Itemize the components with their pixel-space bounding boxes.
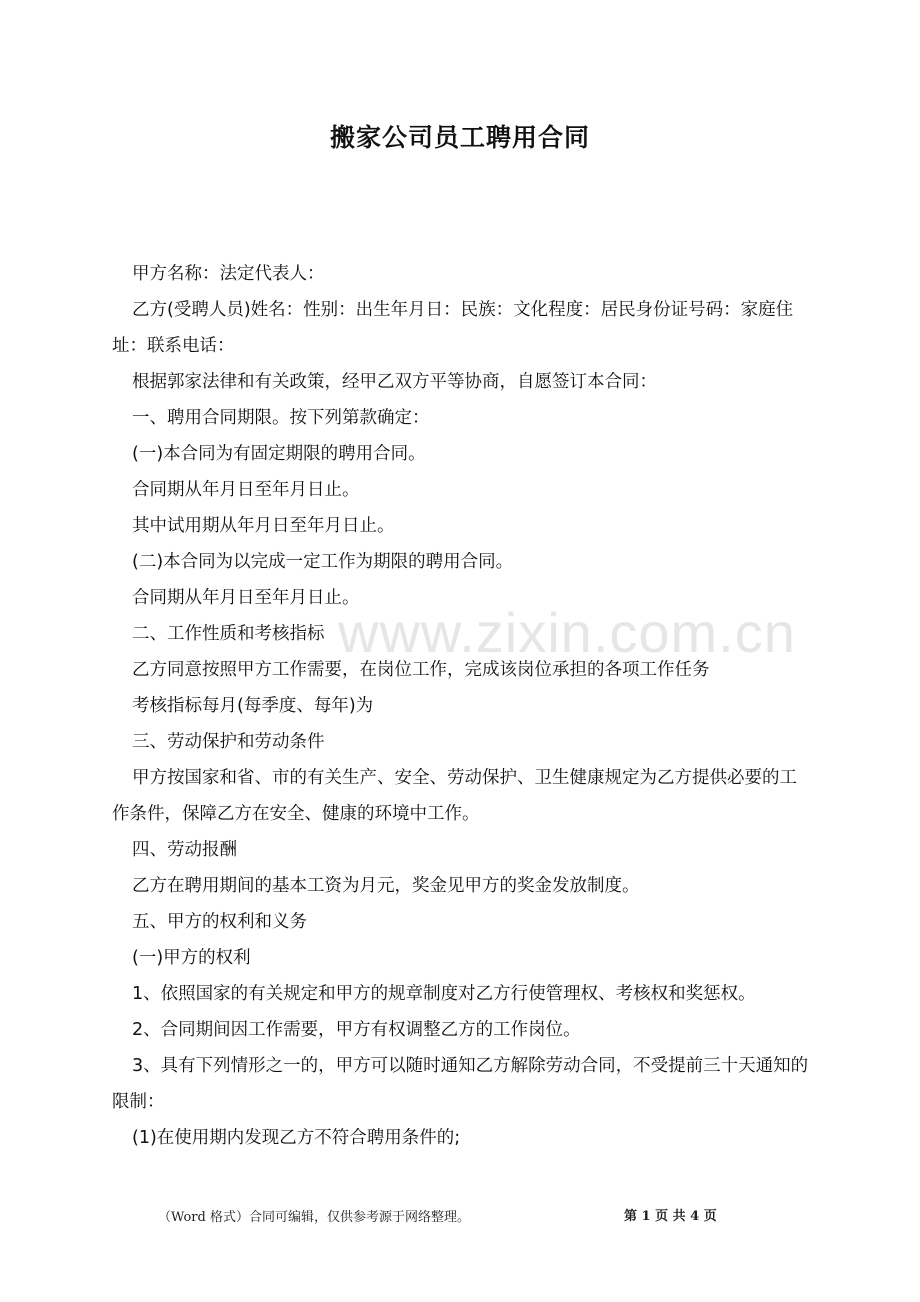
paragraph: 甲方名称：法定代表人： [132, 264, 325, 284]
document-body [112, 256, 812, 1156]
paragraph: 其中试用期从年月日至年月日止。 [132, 516, 395, 536]
document-title: 搬家公司员工聘用合同 [329, 123, 590, 152]
paragraph: 合同期从年月日至年月日止。 [132, 588, 360, 608]
paragraph: 三、劳动保护和劳动条件 [132, 732, 325, 752]
paragraph: 一、聘用合同期限。按下列第款确定： [132, 408, 430, 428]
paragraph: 甲方按国家和省、市的有关生产、安全、劳动保护、卫生健康规定为乙方提供必要的工作条件，保障乙方在安全、健康的环境中工作。 [112, 768, 797, 824]
paragraph: (二)本合同为以完成一定工作为期限的聘用合同。 [132, 552, 514, 572]
page-number: 第 1 页 共 4 页 [624, 1209, 717, 1224]
paragraph: 2、合同期间因工作需要，甲方有权调整乙方的工作岗位。 [132, 1020, 581, 1040]
paragraph: 乙方同意按照甲方工作需要，在岗位工作，完成该岗位承担的各项工作任务 [132, 660, 710, 680]
paragraph: 1、依照国家的有关规定和甲方的规章制度对乙方行使管理权、考核权和奖惩权。 [132, 984, 756, 1004]
paragraph: 乙方(受聘人员)姓名：性别：出生年月日：民族：文化程度：居民身份证号码：家庭住址：联系电话： [112, 300, 794, 356]
paragraph: 合同期从年月日至年月日止。 [132, 480, 360, 500]
paragraph: 3、具有下列情形之一的，甲方可以随时通知乙方解除劳动合同，不受提前三十天通知的限制： [112, 1056, 809, 1112]
watermark: www.zixin.com.cn [338, 601, 796, 664]
paragraph: 根据郭家法律和有关政策，经甲乙双方平等协商，自愿签订本合同： [132, 372, 657, 392]
paragraph: 二、工作性质和考核指标 [132, 624, 325, 644]
paragraph: (1)在使用期内发现乙方不符合聘用条件的; [132, 1128, 461, 1148]
paragraph: 四、劳动报酬 [132, 840, 237, 860]
paragraph: (一)甲方的权利 [132, 948, 251, 968]
footer-note: （Word 格式）合同可编辑，仅供参考源于网络整理。 [158, 1210, 470, 1225]
paragraph: 考核指标每月(每季度、每年)为 [132, 696, 374, 716]
paragraph: 五、甲方的权利和义务 [132, 912, 307, 932]
paragraph: 乙方在聘用期间的基本工资为月元，奖金见甲方的奖金发放制度。 [132, 876, 640, 896]
paragraph: (一)本合同为有固定期限的聘用合同。 [132, 444, 426, 464]
